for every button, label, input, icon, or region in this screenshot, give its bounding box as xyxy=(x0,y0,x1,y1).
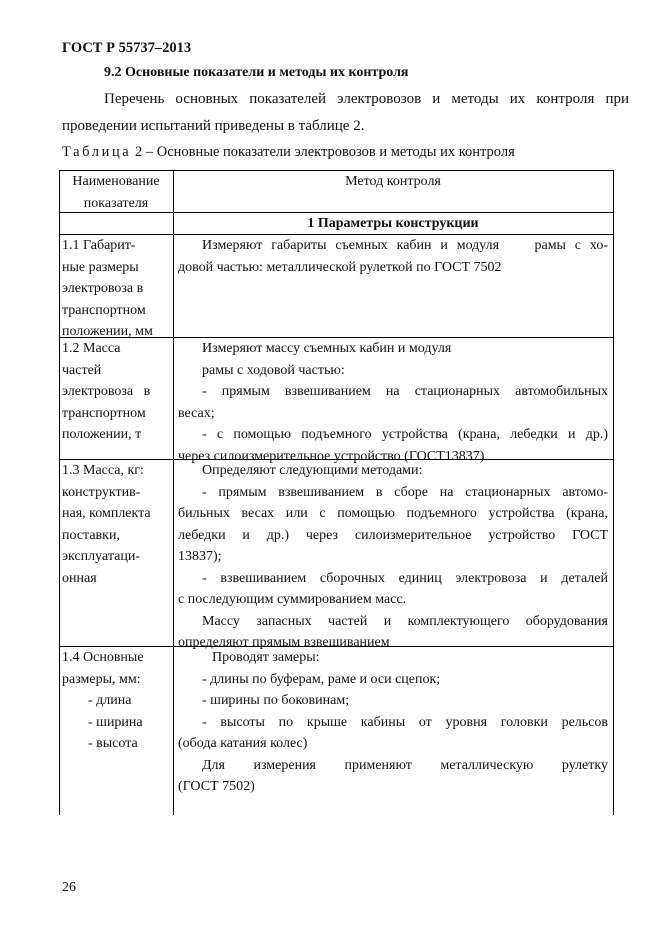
row-name-line: частей xyxy=(62,362,102,378)
row-name-line: размеры, мм: xyxy=(62,671,141,687)
column-header-name-line: показателя xyxy=(83,195,149,211)
section-title: 9.2 Основные показатели и методы их контроля xyxy=(104,65,409,80)
page-number: 26 xyxy=(62,880,76,895)
table-row xyxy=(62,235,170,343)
row-method-line: - длины по буферам, раме и оси сцепок; xyxy=(202,671,441,687)
column-header-name xyxy=(62,171,170,214)
row-method-line: с последующим суммированием масс. xyxy=(178,592,407,607)
row-name-line: эксплуатаци- xyxy=(62,549,140,564)
row-method-line: (ГОСТ 7502) xyxy=(178,779,255,794)
table-caption-label: Таблица xyxy=(62,144,132,160)
table-row xyxy=(62,460,170,589)
row-method-line: Массу запасных частей и комплектующего оборудования xyxy=(202,613,608,629)
row-name-line: - ширина xyxy=(88,714,143,730)
row-name-line: - длина xyxy=(88,693,132,708)
table-row xyxy=(62,647,170,755)
row-name-line: электровоза в xyxy=(62,384,151,399)
row-method-line: рамы с ходовой частью: xyxy=(202,362,345,378)
table-border-left xyxy=(59,170,60,815)
intro-paragraph-line-2: проведении испытаний приведены в таблице 2. xyxy=(62,118,365,134)
row-method-line: - прямым взвешиванием на стационарных автомобильных xyxy=(202,384,608,399)
table-column-divider xyxy=(173,170,174,815)
row-name-line: 1.2 Масса xyxy=(62,341,121,356)
row-method-line: довой частью: металлической рулеткой по ГОСТ 7502 xyxy=(178,259,502,275)
row-method-line: - прямым взвешиванием в сборе на стационарных автомо- xyxy=(202,484,608,500)
row-name-line: положении, т xyxy=(62,427,142,442)
row-method xyxy=(178,235,608,278)
row-method-line: - с помощью подъемного устройства (крана, лебедки и др.) xyxy=(202,427,608,442)
group-title: 1 Параметры конструкции xyxy=(307,216,479,231)
intro-paragraph-line-1: Перечень основных показателей электровозов и методы их контроля при xyxy=(104,91,629,107)
row-method xyxy=(178,647,608,798)
column-header-method: Метод контроля xyxy=(345,174,441,189)
table-caption xyxy=(62,144,515,161)
row-method-line: Определяют следующими методами: xyxy=(202,463,423,478)
row-name-line: поставки, xyxy=(62,527,120,543)
row-method-line: бильных весах или с помощью подъемного устройства (крана, xyxy=(178,506,608,521)
row-method-line: (обода катания колес) xyxy=(178,736,308,751)
row-method-line: через силоизмерительное устройство (ГОСТ13837) xyxy=(178,448,485,464)
row-method-line: Для измерения применяют металлическую рулетку xyxy=(202,757,608,773)
row-method-line: лебедки и др.) через силоизмерительное устройство ГОСТ xyxy=(178,527,608,543)
row-name-line: положении, мм xyxy=(62,324,153,339)
row-method-line: - высоты по крыше кабины от уровня головки рельсов xyxy=(202,714,608,730)
column-header-name-line: Наименование xyxy=(72,174,160,189)
table-caption-text: 2 – Основные показатели электровозов и методы их контроля xyxy=(131,144,515,160)
row-method-line: - взвешиванием сборочных единиц электровоза и деталей xyxy=(202,570,608,586)
row-name-line: конструктив- xyxy=(62,484,141,500)
row-method-line: Проводят замеры: xyxy=(212,650,320,665)
row-method-line: Измеряют габариты съемных кабин и модуля рамы с хо- xyxy=(202,238,608,253)
row-name-line: 1.4 Основные xyxy=(62,650,144,665)
row-method-line: 13837); xyxy=(178,549,222,564)
row-method-line: весах; xyxy=(178,405,215,421)
row-name-line: 1.1 Габарит- xyxy=(62,238,136,253)
indicators-table xyxy=(59,170,614,815)
row-name-line: ная, комплекта xyxy=(62,506,151,521)
row-method xyxy=(178,338,608,467)
row-method-line: определяют прямым взвешиванием xyxy=(178,635,390,650)
row-method xyxy=(178,460,608,654)
row-name-line: ные размеры xyxy=(62,259,139,275)
row-name-line: электровоза в xyxy=(62,281,144,296)
row-name-line: транспортном xyxy=(62,405,146,421)
row-name-line: - высота xyxy=(88,736,138,751)
row-method-line: - ширины по боковинам; xyxy=(202,693,350,708)
table-row xyxy=(62,338,170,446)
row-name-line: онная xyxy=(62,570,97,586)
row-method-line: Измеряют массу съемных кабин и модуля xyxy=(202,341,452,356)
row-name-line: 1.3 Масса, кг: xyxy=(62,463,144,478)
row-name-line: транспортном xyxy=(62,302,146,318)
table-border-right xyxy=(613,170,614,815)
document-code: ГОСТ Р 55737–2013 xyxy=(62,40,192,56)
